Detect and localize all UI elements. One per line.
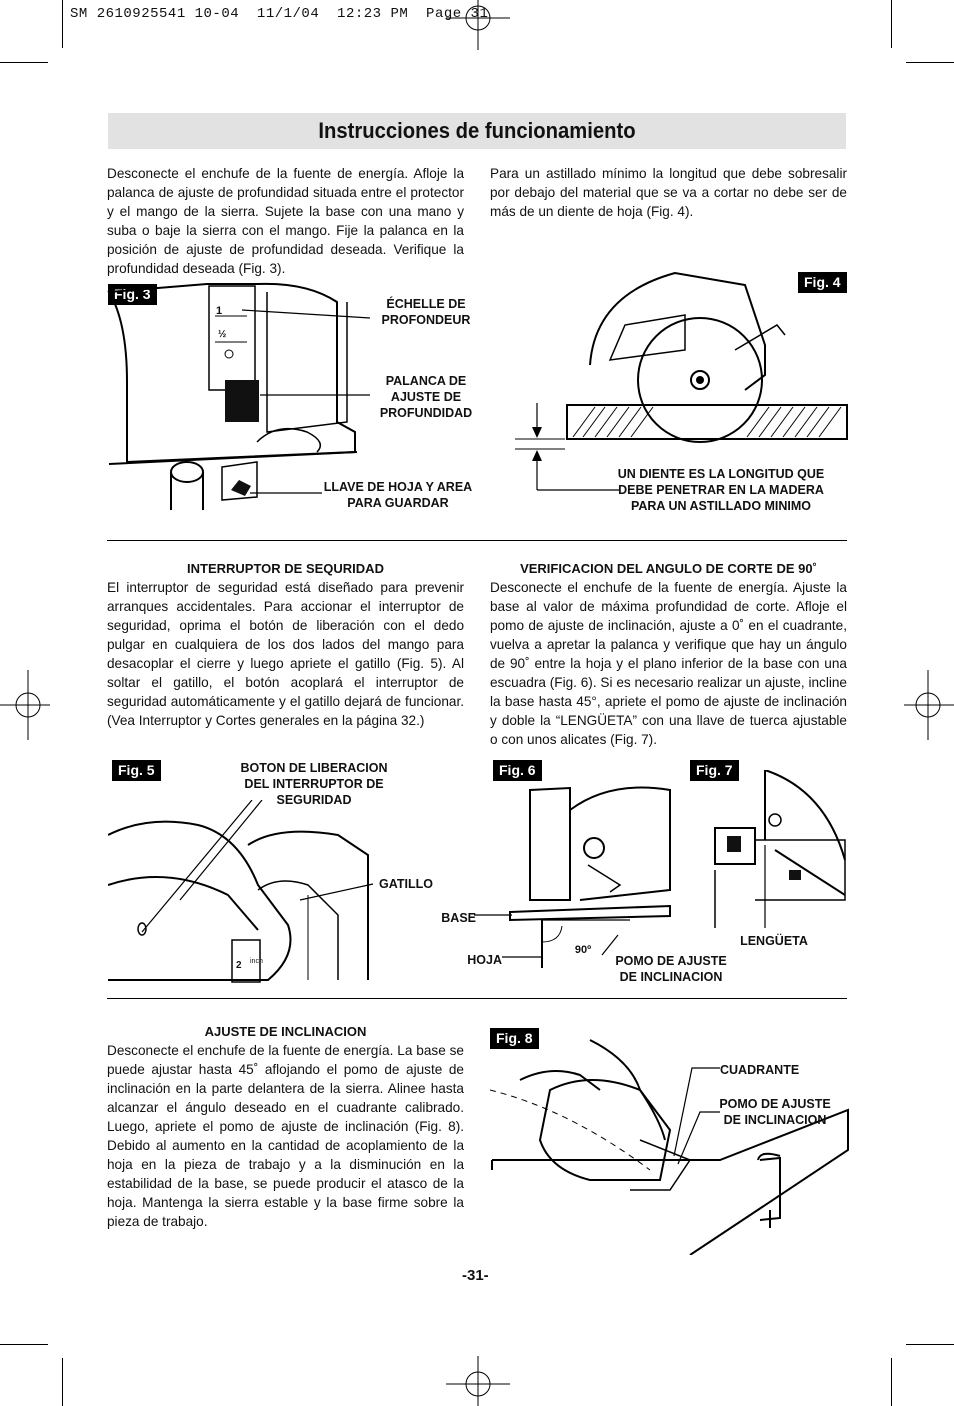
crop-mark [62,0,63,48]
crop-mark [906,62,954,63]
fig6-label-blade: HOJA [467,953,502,967]
fig6-label-angle: 90º [574,944,592,956]
fig8-tag: Fig. 8 [490,1028,539,1049]
page-number: -31- [462,1267,489,1284]
fig5-label-trigger: GATILLO [379,877,433,891]
fig4-saw-illustration [515,265,850,497]
registration-mark-icon [446,1356,510,1406]
crop-mark [62,1358,63,1406]
intro-right-paragraph: Para un astillado mínimo la longitud que debe sobresalir por debajo del material que se va a cortar no debe ser de más de un diente de hoja (Fig. 4). [490,166,847,219]
registration-mark-icon [904,670,954,740]
fig3-scale-one: 1 [216,305,223,317]
fig3-label-wrench: LLAVE DE HOJA Y AREA PARA GUARDAR [323,480,473,510]
fig7-label-tab: LENGÜETA [740,934,808,948]
fig4-tag: Fig. 4 [798,272,847,293]
registration-mark-icon [0,670,50,740]
registration-mark-icon [446,0,510,50]
fig5-scale-inch: inch [250,958,263,965]
fig5-scale-two: 2 [236,960,242,971]
section-divider [107,998,847,999]
fig5-tag: Fig. 5 [112,760,161,781]
crop-mark [906,1344,954,1345]
fig8-label-quadrant: CUADRANTE [720,1063,800,1077]
fig8-label-bevel-knob: POMO DE AJUSTE DE INCLINACION [719,1097,831,1127]
fig3-label-scale: ÉCHELLE DE PROFONDEUR [381,297,471,327]
verify-paragraph: Desconecte el enchufe de la fuente de energía. Ajuste la base al valor de máxima profundidad de corte. Afloje el pomo de ajuste de inclinación, ajuste a 0˚ en el cuadrante, vuelva a apretar la palanca y verifique que hay un ángulo de 90˚ entre la hoja y el plano inferior de la base con una escuadra (Fig. 6). Si es necesario realizar un ajuste, incline la base hasta 45°, apriete el pomo de ajuste de inclinación y doble la “LENGÜETA” con una llave de tuerca ajustable o con unos alicates (Fig. 7). [490,580,847,747]
fig3-label-lever: PALANCA DE AJUSTE DE PROFUNDIDAD [379,374,473,420]
fig4-label-tooth: UN DIENTE ES LA LONGITUD QUE DEBE PENETRAR EN LA MADERA PARA UN ASTILLADO MINIMO [617,467,825,513]
safety-heading: INTERRUPTOR DE SEQURIDAD [187,561,384,576]
fig3-tag: Fig. 3 [108,284,157,305]
fig6-label-bevel-knob: POMO DE AJUSTE DE INCLINACION [615,954,727,984]
fig7-tag: Fig. 7 [690,760,739,781]
crop-mark [891,1358,892,1406]
fig5-label-release-button: BOTON DE LIBERACION DEL INTERRUPTOR DE SEGURIDAD [240,761,388,807]
verify-heading: VERIFICACION DEL ANGULO DE CORTE DE 90˚ [520,561,817,576]
crop-mark [0,1344,48,1345]
safety-paragraph: El interruptor de seguridad está diseñado para prevenir arranques accidentales. Para accionar el interruptor de seguridad, oprima el botón de liberación con el dedo pulgar en cualquiera de los dos lados del mango para desacoplar el cierre y luego apriete el gatillo (Fig. 5). Al soltar el gatillo, el botón acoplará el interruptor de seguridad automáticamente y el gatillo dejará de funcionar. (Vea Interruptor y Cortes generales en la página 32.) [107,580,464,728]
section-divider [107,540,847,541]
bevel-paragraph: Desconecte el enchufe de la fuente de energía. La base se puede ajustar hasta 45˚ aflojando el pomo de ajuste de inclinación en la parte delantera de la sierra. Alinee hasta alcanzar el ángulo deseado en el cuadrante calibrado. Luego, apriete el pomo de ajuste de inclinación (Fig. 8). Debido al aumento en la cantidad de acoplamiento de la hoja en la pieza de trabajo y a la disminución en la estabilidad de la base, se puede producir el atasco de la hoja. Mantenga la sierra estable y la base firme sobre la pieza de trabajo. [107,1043,464,1229]
crop-mark [0,62,48,63]
fig5-leader-lines [140,800,380,940]
intro-left-paragraph: Desconecte el enchufe de la fuente de energía. Afloje la palanca de ajuste de profundidad situada entre el protector y el mango de la sierra. Sujete la base con una mano y suba o baje la sierra con el mango. Fije la palanca en la posición de ajuste de profundidad deseada. Verifique la profundidad deseada (Fig. 3). [107,166,464,276]
fig3-scale-half: ½ [218,329,227,340]
crop-mark [891,0,892,48]
fig6-label-base: BASE [441,911,476,925]
bevel-heading: AJUSTE DE INCLINACION [204,1024,367,1039]
print-slug: SM 2610925541 10-04 11/1/04 12:23 PM Page 31 [70,6,489,22]
section-title-bar [108,113,846,149]
fig6-tag: Fig. 6 [493,760,542,781]
page-title: Instrucciones de funcionamiento [318,118,636,143]
fig7-saw-illustration [705,770,850,930]
